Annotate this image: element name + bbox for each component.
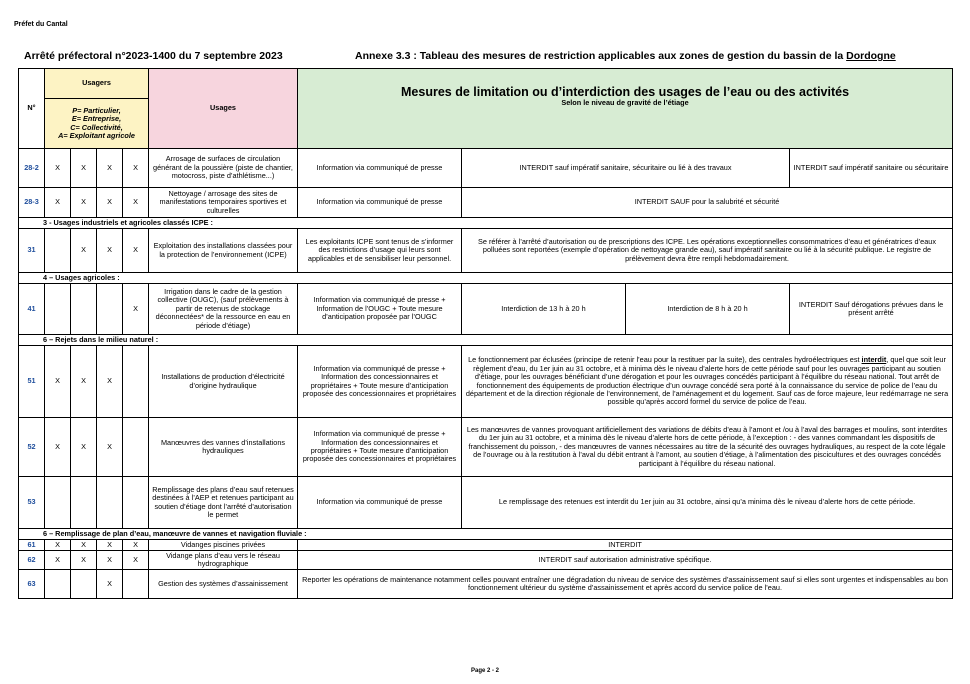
- table-row: [19, 284, 953, 335]
- usager-a: [123, 570, 149, 599]
- mesure-vigilance: Information via communiqué de presse: [298, 477, 462, 529]
- table-row: [19, 346, 953, 418]
- mesure-all: Reporter les opérations de maintenance notamment celles pouvant entraîner une dégradation du niveau de service des systèmes d’assainissement sauf si elles sont urgentes et indispensables au bon fonctionnement ultérieur du système d’assainissement et après accord du service police de l’eau.: [298, 570, 953, 599]
- mesure-vigilance: Les exploitants ICPE sont tenus de s’informer des restrictions d’usage qui leurs sont applicables et de sensibiliser leur personnel.: [298, 229, 462, 273]
- mesure-text-a: Le fonctionnement par éclusées (principe de retenir l’eau pour la restituer par la suite), des centrales hydroélectriques est: [468, 355, 862, 365]
- mesure-vigilance: Information via communiqué de presse + Information des concessionnaires et propriétaires + Toute mesure d’anticipation proposée des concessionnaires et propriétaires: [298, 418, 462, 477]
- usager-p: [45, 570, 71, 599]
- mesure-alerte: INTERDIT sauf impératif sanitaire, sécuritaire ou lié à des travaux: [462, 149, 790, 188]
- mesure-alerte-crise: Se référer à l’arrêté d’autorisation ou de prescriptions des ICPE. Les opérations exceptionnelles consommatrices d’eau et génératrices d’eaux polluées sont reportées (exemple d’opération de nettoyage grande eau), sauf impératif sanitaire ou lié à la sécurité publique. Le registre de prélèvement devra être rempli hebdomadairement.: [462, 229, 953, 273]
- usager-e: [71, 477, 97, 529]
- usager-a: [123, 346, 149, 418]
- usager-e: X: [71, 149, 97, 188]
- section-title: 4 – Usages agricoles :: [19, 273, 953, 284]
- usager-c: X: [97, 149, 123, 188]
- usage-cell: Installations de production d’électricité d’origine hydraulique: [149, 346, 298, 418]
- usager-c: X: [97, 570, 123, 599]
- prefet-label: Préfet du Cantal: [14, 21, 68, 28]
- header-usages: Usages: [149, 69, 298, 149]
- header-mesures: [298, 69, 953, 149]
- arrete-title: Arrêté préfectoral n°2023-1400 du 7 septembre 2023: [24, 50, 283, 62]
- usager-p: X: [45, 418, 71, 477]
- usager-c: [97, 284, 123, 335]
- usager-p: X: [45, 346, 71, 418]
- usager-e: X: [71, 418, 97, 477]
- mesure-text-c: , quel que soit leur règlement d’eau, du 1er juin au 31 octobre, et à minima dès le niveau d’alerte hors de cette période sauf pour les ouvrages participant au soutien d’étiage, pour les ouvrages bénéficiant d’une dérogation et pour les ouvrages concédés participant à l’équilibre du réseau national. Tout arrêt de fonctionnement des équipements de production électrique d’un ouvrage concédé sera porté à la connaissance du service de police de l’eau du département et de la direction régionale de l’environnement, de l’aménagement et du logement. Sauf cas de force majeure, leur redémarrage ne sera possible qu’après accord formel du service de police de l’eau.: [465, 355, 949, 407]
- table-row: [19, 188, 953, 218]
- mesure-alerte-crise: INTERDIT SAUF pour la salubrité et sécurité: [462, 188, 953, 218]
- mesure-vigilance: Information via communiqué de presse + Information de l’OUGC + Toute mesure d’anticipation proposée par l’OUGC: [298, 284, 462, 335]
- mesure-vigilance: Information via communiqué de presse + Information des concessionnaires et propriétaires + Toute mesure d’anticipation proposée des concessionnaires et propriétaires: [298, 346, 462, 418]
- usager-e: X: [71, 540, 97, 551]
- usager-a: X: [123, 540, 149, 551]
- mesure-all: INTERDIT: [298, 540, 953, 551]
- usage-cell: Irrigation dans le cadre de la gestion collective (OUGC), (sauf prélèvements à partir de retenus de stockage déconnectées* de la ressource en eau en période d’étiage): [149, 284, 298, 335]
- table-row: [19, 570, 953, 599]
- usager-c: [97, 477, 123, 529]
- usager-p: X: [45, 188, 71, 218]
- section-row: [19, 218, 953, 229]
- mesure-alerte: Interdiction de 13 h à 20 h: [462, 284, 626, 335]
- header-row-1: [19, 69, 953, 99]
- row-number: 63: [19, 570, 45, 599]
- row-number: 31: [19, 229, 45, 273]
- row-number: 53: [19, 477, 45, 529]
- annexe-basin: Dordogne: [846, 50, 896, 62]
- usager-a: X: [123, 229, 149, 273]
- usage-cell: Vidanges piscines privées: [149, 540, 298, 551]
- mesure-vigilance: Information via communiqué de presse: [298, 149, 462, 188]
- usager-c: X: [97, 551, 123, 570]
- usager-p: X: [45, 149, 71, 188]
- header-number: N°: [19, 69, 45, 149]
- mesure-text-interdit: interdit: [861, 355, 887, 365]
- table-row: [19, 149, 953, 188]
- section-title: 6 – Remplissage de plan d’eau, manœuvre de vannes et navigation fluviale :: [19, 529, 953, 540]
- section-row: [19, 529, 953, 540]
- usager-a: X: [123, 284, 149, 335]
- usager-p: [45, 229, 71, 273]
- usage-cell: Arrosage de surfaces de circulation générant de la poussière (piste de chantier, motocross, piste d’athlétisme...): [149, 149, 298, 188]
- page-number: Page 2 - 2: [471, 668, 500, 674]
- row-number: 61: [19, 540, 45, 551]
- usage-cell: Vidange plans d’eau vers le réseau hydrographique: [149, 551, 298, 570]
- mesure-alerte-crise: Le remplissage des retenues est interdit du 1er juin au 31 octobre, ainsi qu’a minima dès le niveau d’alerte hors de cette période.: [462, 477, 953, 529]
- usager-a: X: [123, 551, 149, 570]
- usager-a: X: [123, 149, 149, 188]
- mesures-subtitle: Selon le niveau de gravité de l’étiage: [561, 98, 689, 108]
- usager-p: [45, 477, 71, 529]
- mesure-alerte-renforcee: Interdiction de 8 h à 20 h: [626, 284, 790, 335]
- mesure-all: INTERDIT sauf autorisation administrative spécifique.: [298, 551, 953, 570]
- usage-cell: Nettoyage / arrosage des sites de manifestations temporaires sportives et culturelles: [149, 188, 298, 218]
- usagers-legend: P= Particulier, E= Entreprise, C= Collectivité, A= Exploitant agricole: [45, 99, 149, 149]
- usager-c: X: [97, 418, 123, 477]
- usager-c: X: [97, 346, 123, 418]
- usager-a: X: [123, 188, 149, 218]
- usage-cell: Manœuvres des vannes d’installations hydrauliques: [149, 418, 298, 477]
- table-row: [19, 477, 953, 529]
- mesure-crise: INTERDIT Sauf dérogations prévues dans le présent arrêté: [790, 284, 953, 335]
- section-row: [19, 335, 953, 346]
- row-number: 62: [19, 551, 45, 570]
- usager-c: X: [97, 540, 123, 551]
- row-number: 52: [19, 418, 45, 477]
- usager-p: X: [45, 540, 71, 551]
- usager-e: X: [71, 346, 97, 418]
- usager-a: [123, 477, 149, 529]
- section-row: [19, 273, 953, 284]
- table-row: [19, 229, 953, 273]
- row-number: 41: [19, 284, 45, 335]
- usager-e: X: [71, 188, 97, 218]
- mesure-alerte-crise: Les manœuvres de vannes provoquant artificiellement des variations de débits d’eau à l’amont et /ou à l’aval des barrages et moulins, sont interdites du 1er juin au 31 octobre, et a minima dès le niveau d’alerte hors de cette période, à l’exception : - des vannes commandant les dispositifs de franchissement du poisson, - des manœuvres de vannes nécessaires au titre de la sécurité des ouvrages hydrauliques, au respect de la cote légale de l’ouvrage ou à la restitution à l’aval du débit entrant à l’amont, au soutien d’étiage, à l’alimentation des piscicultures et des ouvrages concédés participant à l’équilibre du réseau national.: [462, 418, 953, 477]
- usager-e: [71, 284, 97, 335]
- usage-cell: Exploitation des installations classées pour la protection de l’environnement (ICPE): [149, 229, 298, 273]
- usager-e: X: [71, 229, 97, 273]
- usager-p: [45, 284, 71, 335]
- usager-c: X: [97, 188, 123, 218]
- table-row: [19, 540, 953, 551]
- usager-e: [71, 570, 97, 599]
- restrictions-table: [18, 68, 953, 599]
- annexe-prefix: Annexe 3.3 : Tableau des mesures de restriction applicables aux zones de gestion du bassin de la: [355, 50, 847, 62]
- usager-c: X: [97, 229, 123, 273]
- mesure-alerte-crise: [462, 346, 953, 418]
- usage-cell: Gestion des systèmes d’assainissement: [149, 570, 298, 599]
- table-row: [19, 418, 953, 477]
- mesures-title: Mesures de limitation ou d’interdiction des usages de l’eau ou des activités: [401, 85, 850, 100]
- mesure-crise: INTERDIT sauf impératif sanitaire ou sécuritaire: [790, 149, 953, 188]
- table-row: [19, 551, 953, 570]
- annexe-title: [355, 50, 896, 62]
- row-number: 51: [19, 346, 45, 418]
- row-number: 28-2: [19, 149, 45, 188]
- usage-cell: Remplissage des plans d’eau sauf retenues destinées à l’AEP et retenues participant au soutien d’étiage dont l’arrêté d’autorisation le permet: [149, 477, 298, 529]
- mesure-vigilance: Information via communiqué de presse: [298, 188, 462, 218]
- section-title: 3 - Usages industriels et agricoles classés ICPE :: [19, 218, 953, 229]
- usager-e: X: [71, 551, 97, 570]
- usager-a: [123, 418, 149, 477]
- section-title: 6 – Rejets dans le milieu naturel :: [19, 335, 953, 346]
- row-number: 28-3: [19, 188, 45, 218]
- header-usagers: Usagers: [45, 69, 149, 99]
- usager-p: X: [45, 551, 71, 570]
